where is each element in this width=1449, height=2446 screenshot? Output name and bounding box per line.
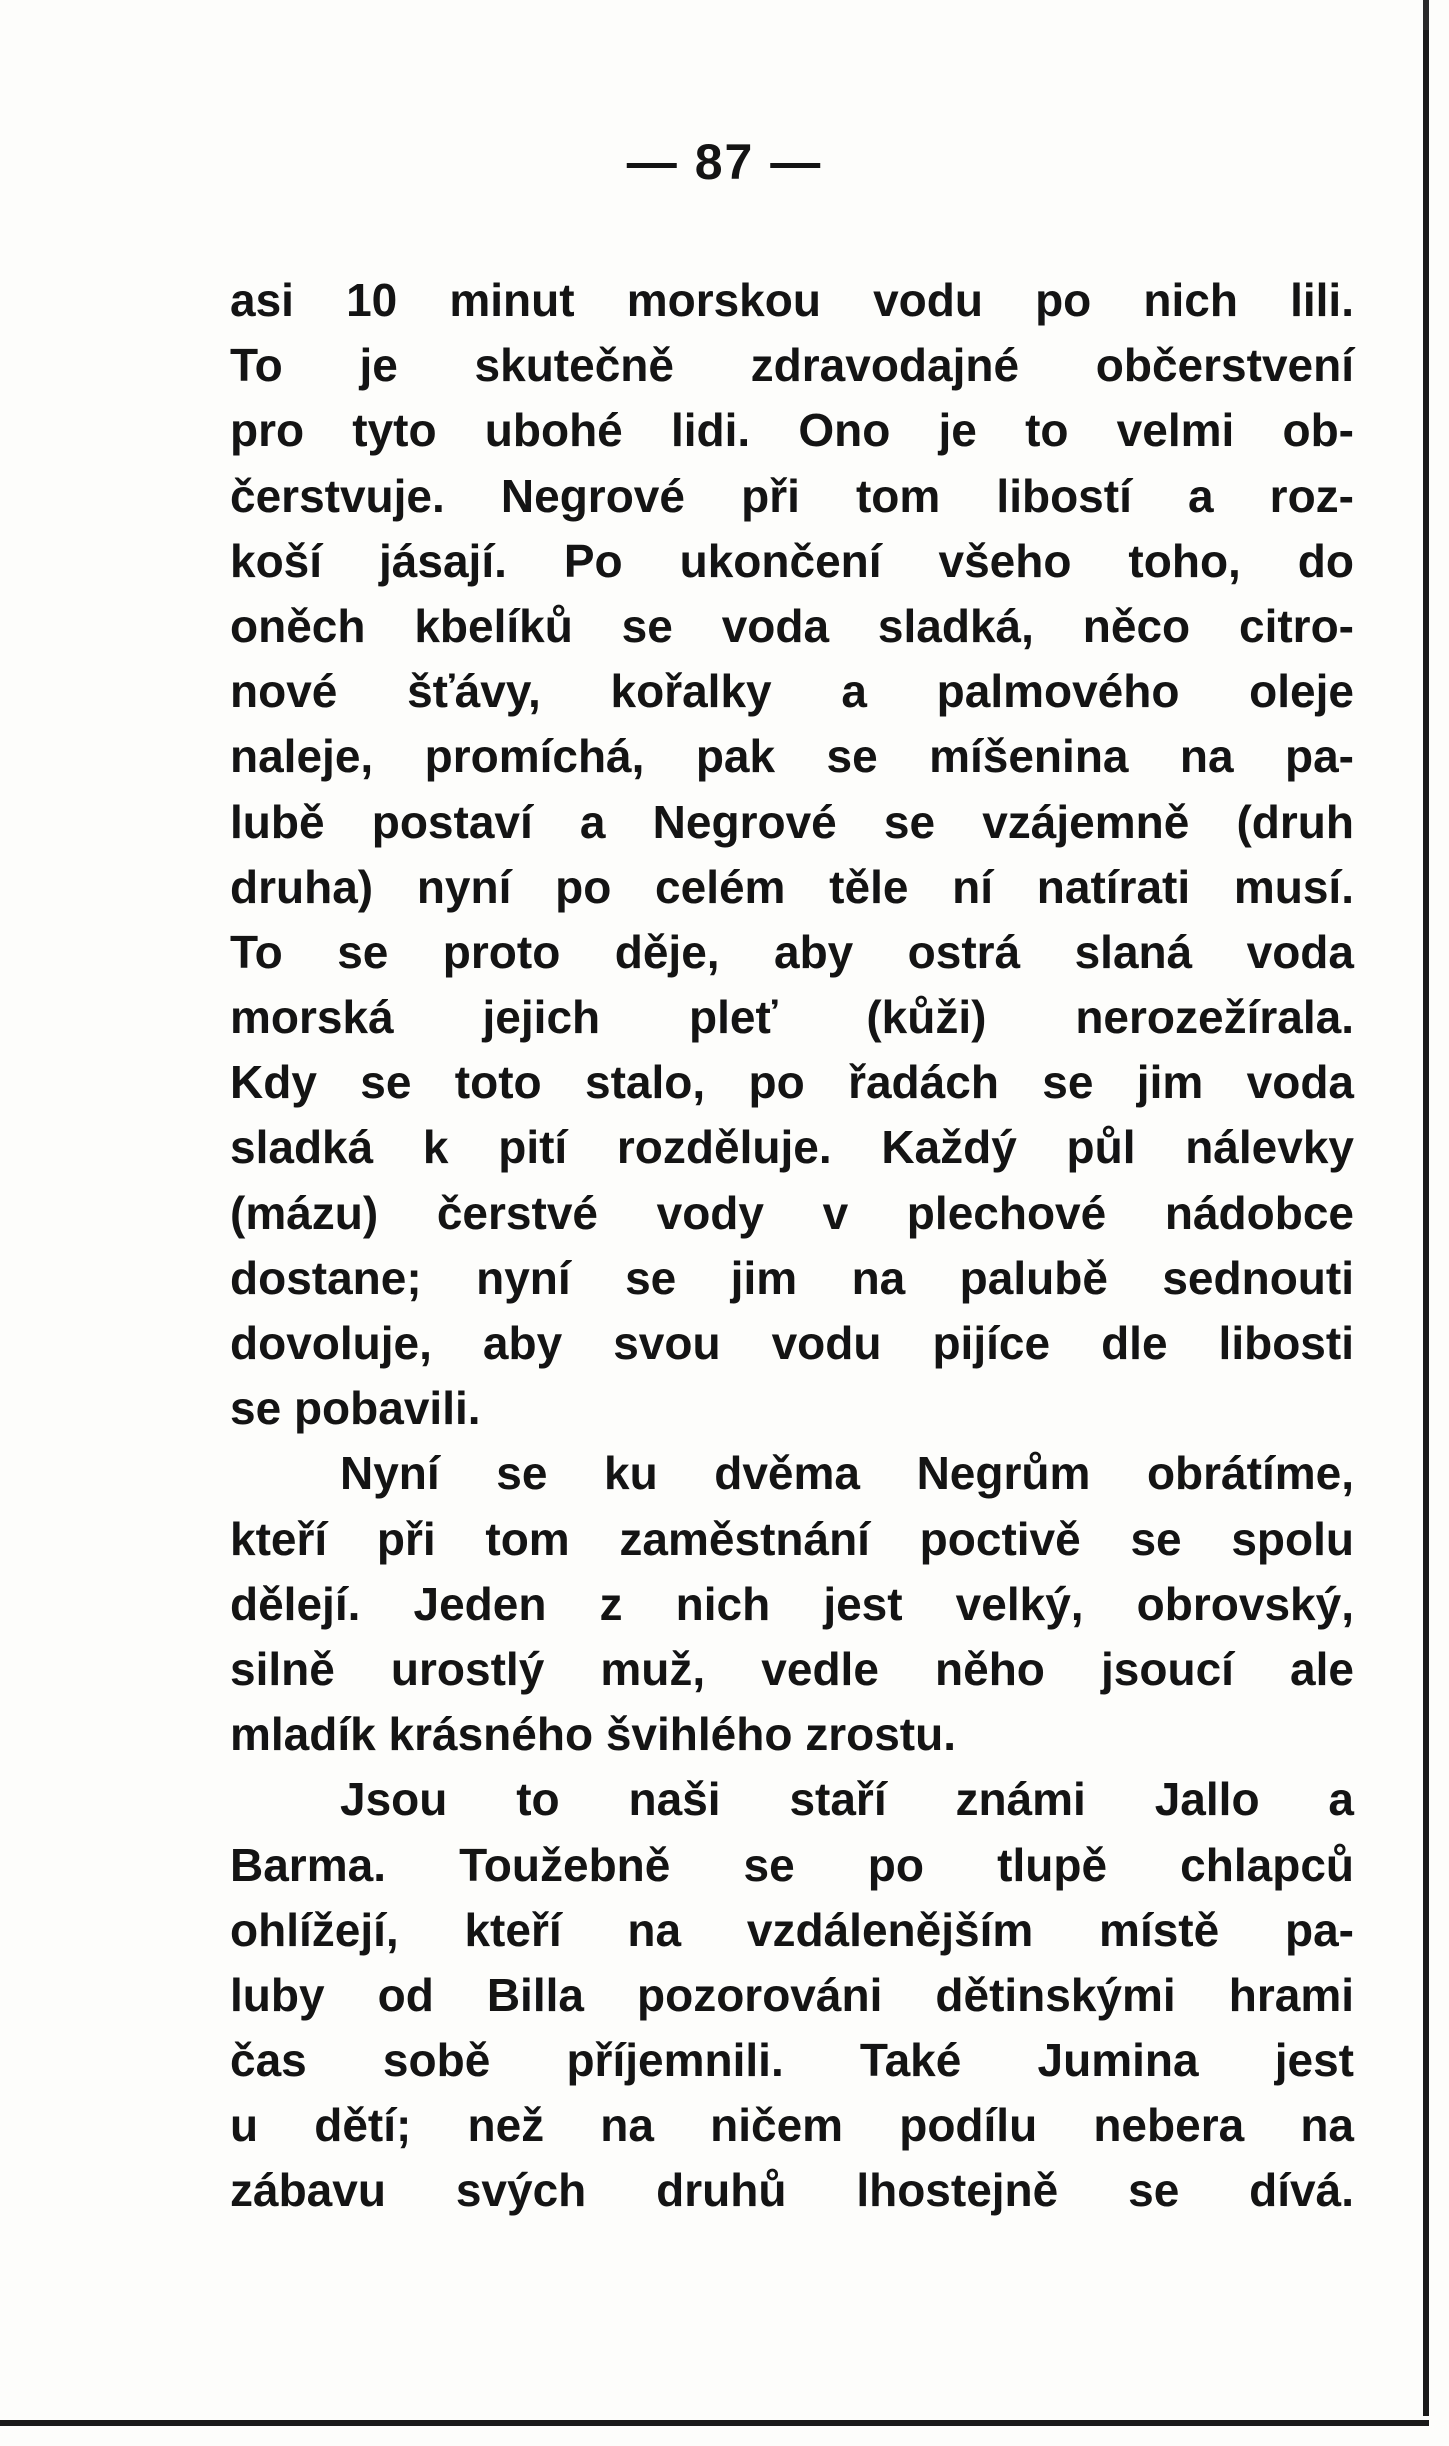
text-line: Kdy se toto stalo, po řadách se jim voda bbox=[230, 1056, 1354, 1109]
text-line: koší jásají. Po ukončení všeho toho, do bbox=[230, 534, 1354, 587]
text-line: asi 10 minut morskou vodu po nich lili. bbox=[230, 274, 1354, 326]
text-line: To se proto děje, aby ostrá slaná voda bbox=[230, 925, 1354, 978]
text-line: pro tyto ubohé lidi. Ono je to velmi ob- bbox=[230, 404, 1354, 457]
text-line: kteří při tom zaměstnání poctivě se spolu bbox=[230, 1512, 1354, 1565]
body-text bbox=[230, 268, 1354, 2224]
text-line: zábavu svých druhů lhostejně se dívá. bbox=[230, 2164, 1354, 2217]
text-line: Barma. Toužebně se po tlupě chlapců bbox=[230, 1838, 1354, 1891]
text-line: (mázu) čerstvé vody v plechové nádobce bbox=[230, 1186, 1354, 1239]
paragraph-2 bbox=[230, 1441, 1354, 1767]
text-line: čas sobě příjemnili. Také Jumina jest bbox=[230, 2034, 1354, 2087]
page-edge-top bbox=[1423, 0, 1429, 30]
text-line: Jsou to naši staří známi Jallo a bbox=[340, 1773, 1354, 1826]
text-line: se pobavili. bbox=[230, 1382, 481, 1435]
page-number: — 87 — bbox=[626, 134, 823, 190]
text-line: dostane; nyní se jim na palubě sednouti bbox=[230, 1251, 1354, 1304]
text-line: mladík krásného švihlého zrostu. bbox=[230, 1708, 956, 1761]
text-line: morská jejich pleť (kůži) nerozežírala. bbox=[230, 991, 1354, 1044]
paragraph-1 bbox=[230, 268, 1354, 1441]
text-line: To je skutečně zdravodajné občerstvení bbox=[230, 339, 1354, 392]
text-line: ohlížejí, kteří na vzdálenějším místě pa- bbox=[230, 1903, 1354, 1956]
text-line: luby od Billa pozorováni dětinskými hrami bbox=[230, 1968, 1354, 2021]
page-edge-right bbox=[1423, 30, 1429, 2416]
text-line: dovoluje, aby svou vodu pijíce dle libosti bbox=[230, 1317, 1354, 1369]
text-line: druha) nyní po celém těle ní natírati musí. bbox=[230, 860, 1354, 913]
text-line: nové šťávy, kořalky a palmového oleje bbox=[230, 665, 1354, 718]
text-line: lubě postaví a Negrové se vzájemně (druh bbox=[230, 795, 1354, 848]
paragraph-3 bbox=[230, 1767, 1354, 2223]
text-line: sladká k pití rozděluje. Každý půl nálevky bbox=[230, 1121, 1354, 1174]
text-line: čerstvuje. Negrové při tom libostí a roz- bbox=[230, 469, 1354, 522]
text-line: naleje, promíchá, pak se míšenina na pa- bbox=[230, 730, 1354, 783]
text-line: silně urostlý muž, vedle něho jsoucí ale bbox=[230, 1642, 1354, 1695]
text-line: Nyní se ku dvěma Negrům obrátíme, bbox=[340, 1447, 1354, 1500]
page-edge-bottom bbox=[0, 2420, 1429, 2426]
text-line: oněch kbelíků se voda sladká, něco citro- bbox=[230, 599, 1354, 652]
text-line: dělejí. Jeden z nich jest velký, obrovský, bbox=[230, 1577, 1354, 1630]
text-line: u dětí; než na ničem podílu nebera na bbox=[230, 2099, 1354, 2152]
